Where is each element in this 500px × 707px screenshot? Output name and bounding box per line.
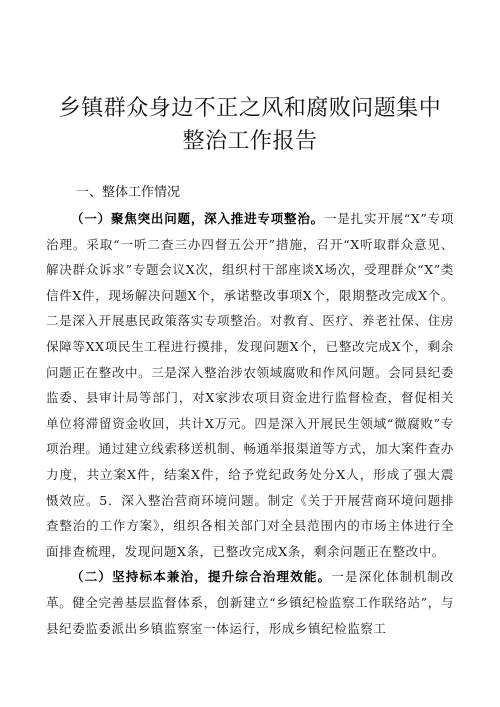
paragraph-lead: （一）聚焦突出问题，深入推进专项整治。 [71,211,324,226]
paragraph-body: 一是扎实开展“X”专项治理。采取“一听二查三办四督五公开”措施，召开“X听取群众意见、解决群众诉求”专题会议X次，组织村干部座谈X场次，受理群众“X”类信件X件，现场解决问题X个，承诺整改事项X个，限期整改完成X个。二是深入开展惠民政策落实专项整治。对教育、医疗、养老社保、住房保障等XX项民生工程进行摸排，发现问题X个，已整改完成X个，剩余问题正在整改中。三是深入整治涉农领域腐败和作风问题。会同县纪委监委、县审计局等部门，对X家涉农项目资金进行监督检查，督促相关单位将滞留资金收回，共计X万元。四是深入开展民生领域“微腐败”专项治理。通过建立线索移送机制、畅通举报渠道等方式，加大案件查办力度，共立案X件，结案X件，给予党纪政务处分X人，形成了强大震慑效应。5．深入整治营商环境问题。制定《关于开展营商环境问题排查整治的工作方案》，组织各相关部门对全县范围内的市场主体进行全面排查梳理，发现问题X条，已整改完成X条，剩余问题正在整改中。 [46,211,455,559]
section-overall-work [46,180,454,641]
paragraph-body: 一是深化体制机制改革。健全完善基层监督体系，创新建立“乡镇纪检监察工作联络站”，与县纪委监委派出乡镇监察室一体运行，形成乡镇纪检监察工 [46,569,454,636]
paragraph-comprehensive-governance [46,564,454,641]
section-heading: 一、整体工作情况 [76,185,181,200]
document-title: 乡镇群众身边不正之风和腐败问题集中整治工作报告 [58,96,442,154]
paragraph-special-rectification [46,206,454,564]
paragraph-lead: （二）坚持标本兼治，提升综合治理效能。 [71,569,332,585]
